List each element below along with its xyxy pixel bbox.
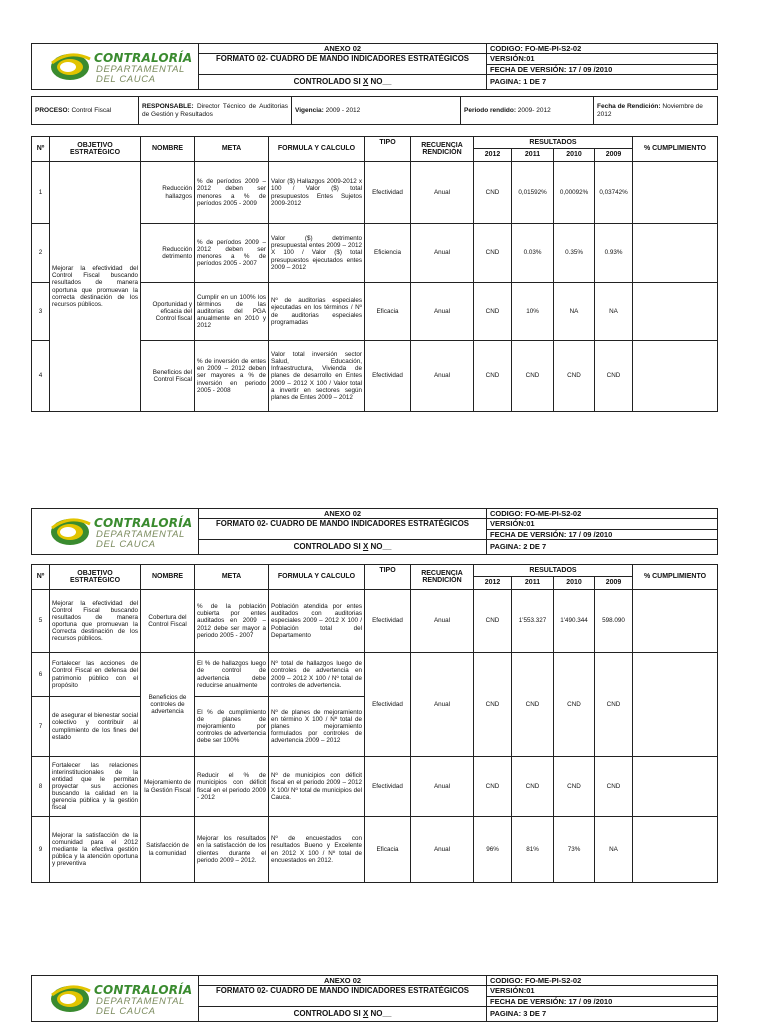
anexo-label: ANEXO 02	[199, 44, 487, 54]
formula-cell: Nº de planes de mejoramiento en término X 100 / Nº total de planes mejoramiento formulados por controles de advertencia 2009 – 2012	[269, 697, 365, 757]
objetivo-cell: Mejorar la efectividad del Control Fiscal buscando resultados de manera oportuna que promuevan la correcta destinación de los recursos públicos.	[50, 162, 141, 412]
result-2011: 0,01592%	[512, 162, 554, 224]
proceso-cell: PROCESO: Control Fiscal	[32, 97, 139, 125]
result-2012: CND	[474, 224, 512, 283]
formato-title: FORMATO 02- CUADRO DE MANDO INDICADORES ESTRATÉGICOS	[199, 986, 487, 1007]
result-2011: 0.03%	[512, 224, 554, 283]
recuencia-cell: Anual	[411, 283, 474, 341]
fecha-version-label: FECHA DE VERSIÓN: 17 / 09 /2010	[487, 996, 718, 1006]
logo-line-2: DEPARTAMENTAL	[96, 64, 185, 75]
tipo-cell: Efectividad	[365, 341, 411, 412]
periodo-cell: Periodo rendido: 2009- 2012	[461, 97, 594, 125]
row-number: 4	[32, 341, 50, 412]
page-header-2	[31, 508, 718, 555]
col-cumplimiento: % CUMPLIMIENTO	[633, 565, 718, 590]
cumplimiento-cell	[633, 590, 718, 653]
anexo-label: ANEXO 02	[199, 509, 487, 519]
recuencia-cell: Anual	[411, 162, 474, 224]
logo-emblem-icon	[48, 981, 92, 1015]
version-label: VERSIÓN:01	[487, 54, 718, 64]
logo-line-1: CONTRALORÍA	[94, 983, 193, 997]
col-formula: FORMULA Y CALCULO	[269, 565, 365, 590]
row-number: 7	[32, 697, 50, 757]
tipo-cell: Efectividad	[365, 653, 411, 757]
controlado-label: CONTROLADO SI X NO__	[199, 75, 487, 90]
proceso-bar	[31, 96, 718, 125]
objetivo-cell: de asegurar el bienestar social colectivo y contribuir al cumplimiento de los fines del estado	[50, 697, 141, 757]
formato-title: FORMATO 02- CUADRO DE MANDO INDICADORES ESTRATÉGICOS	[199, 54, 487, 75]
result-2010: 73%	[554, 817, 595, 883]
cumplimiento-cell	[633, 283, 718, 341]
nombre-cell: Beneficios del Control Fiscal	[141, 341, 195, 412]
col-tipo: TIPO	[365, 137, 411, 162]
nombre-cell: Reducción hallazgos	[141, 162, 195, 224]
version-label: VERSIÓN:01	[487, 519, 718, 529]
formula-cell: Nº de municipios con déficit fiscal en el periodo 2009 – 2012 X 100/ Nº total de municipios del Cauca.	[269, 757, 365, 817]
result-2009: 598.090	[595, 590, 633, 653]
page-header-3	[31, 975, 718, 1022]
cumplimiento-cell	[633, 653, 718, 757]
fecha-version-label: FECHA DE VERSIÓN: 17 / 09 /2010	[487, 529, 718, 539]
result-2011: CND	[512, 757, 554, 817]
table-row	[32, 590, 718, 653]
col-2009: 2009	[595, 577, 633, 590]
logo-line-3: DEL CAUCA	[96, 1006, 156, 1017]
col-meta: META	[195, 565, 269, 590]
anexo-label: ANEXO 02	[199, 976, 487, 986]
col-2012: 2012	[474, 577, 512, 590]
col-meta: META	[195, 137, 269, 162]
codigo-label: CODIGO: FO-ME-PI-S2-02	[487, 44, 718, 54]
row-number: 8	[32, 757, 50, 817]
controlado-label: CONTROLADO SI X NO__	[199, 540, 487, 555]
fecha-rendicion-cell: Fecha de Rendición: Noviembre de 2012	[594, 97, 718, 125]
col-recuencia: RECUENCIA RENDICIÓN	[411, 137, 474, 162]
formula-cell: Valor total inversión sector Salud, Educación, Infraestructura, Vivienda de planes de desarrollo en Entes 2009 – 2012 X 100 / Valor total a invertir en sectores según planes de Entes 2009 – 2012	[269, 341, 365, 412]
result-2012: CND	[474, 757, 512, 817]
formato-title: FORMATO 02- CUADRO DE MANDO INDICADORES ESTRATÉGICOS	[199, 519, 487, 540]
result-2009: 0,03742%	[595, 162, 633, 224]
logo-cell	[32, 44, 199, 90]
recuencia-cell: Anual	[411, 341, 474, 412]
nombre-cell: Mejoramiento de la Gestión Fiscal	[141, 757, 195, 817]
recuencia-cell: Anual	[411, 757, 474, 817]
col-tipo: TIPO	[365, 565, 411, 590]
col-2010: 2010	[554, 577, 595, 590]
pagina-label: PAGINA: 1 DE 7	[487, 75, 718, 90]
result-2010: CND	[554, 341, 595, 412]
tipo-cell: Eficacia	[365, 817, 411, 883]
logo-cell	[32, 976, 199, 1022]
result-2012: 96%	[474, 817, 512, 883]
col-n: Nº	[32, 137, 50, 162]
recuencia-cell: Anual	[411, 590, 474, 653]
codigo-label: CODIGO: FO-ME-PI-S2-02	[487, 976, 718, 986]
col-2012: 2012	[474, 149, 512, 162]
meta-cell: % de inversión de entes en 2009 – 2012 deben ser mayores a % de inversión en periodo 2005 - 2008	[195, 341, 269, 412]
row-number: 9	[32, 817, 50, 883]
tipo-cell: Efectividad	[365, 590, 411, 653]
nombre-cell: Beneficios de controles de advertencia	[141, 653, 195, 757]
result-2011: CND	[512, 653, 554, 757]
version-label: VERSIÓN:01	[487, 986, 718, 996]
result-2011: CND	[512, 341, 554, 412]
tipo-cell: Efectividad	[365, 757, 411, 817]
col-recuencia: RECUENCIA RENDICIÓN	[411, 565, 474, 590]
formula-cell: Nº total de hallazgos luego de controles de advertencia en 2009 – 2012 X 100 / Nº total de controles de advertencia.	[269, 653, 365, 697]
col-objetivo: OBJETIVO ESTRATÉGICO	[50, 565, 141, 590]
result-2010: 0,00092%	[554, 162, 595, 224]
result-2009: 0.93%	[595, 224, 633, 283]
row-number: 3	[32, 283, 50, 341]
logo-emblem-icon	[48, 514, 92, 548]
col-2011: 2011	[512, 577, 554, 590]
vigencia-cell: Vigencia: 2009 - 2012	[292, 97, 461, 125]
nombre-cell: Reducción detrimento	[141, 224, 195, 283]
col-2009: 2009	[595, 149, 633, 162]
pagina-label: PAGINA: 2 DE 7	[487, 540, 718, 555]
recuencia-cell: Anual	[411, 224, 474, 283]
cumplimiento-cell	[633, 757, 718, 817]
recuencia-cell: Anual	[411, 653, 474, 757]
row-number: 6	[32, 653, 50, 697]
logo-emblem-icon	[48, 49, 92, 83]
cumplimiento-cell	[633, 224, 718, 283]
result-2010: 1'490.344	[554, 590, 595, 653]
col-n: Nº	[32, 565, 50, 590]
formula-cell: Valor ($) detrimento presupuestal entes 2009 – 2012 X 100 / Valor ($) total presupuestos ejecutados entes 2009 – 2012	[269, 224, 365, 283]
fecha-version-label: FECHA DE VERSIÓN: 17 / 09 /2010	[487, 64, 718, 74]
col-nombre: NOMBRE	[141, 137, 195, 162]
tipo-cell: Eficacia	[365, 283, 411, 341]
controlado-label: CONTROLADO SI X NO__	[199, 1007, 487, 1022]
nombre-cell: Cobertura del Control Fiscal	[141, 590, 195, 653]
table-row	[32, 817, 718, 883]
result-2011: 1'553.327	[512, 590, 554, 653]
col-objetivo: OBJETIVO ESTRATÉGICO	[50, 137, 141, 162]
logo-cell	[32, 509, 199, 555]
result-2010: CND	[554, 757, 595, 817]
meta-cell: % de períodos 2009 – 2012 deben ser menores a % de períodos 2005 - 2009	[195, 162, 269, 224]
tipo-cell: Eficiencia	[365, 224, 411, 283]
table-row	[32, 653, 718, 697]
row-number: 1	[32, 162, 50, 224]
formula-cell: Población atendida por entes auditados con auditorias especiales 2009 – 2012 X 100 / Población total del Departamento	[269, 590, 365, 653]
result-2009: CND	[595, 653, 633, 757]
col-2011: 2011	[512, 149, 554, 162]
col-cumplimiento: % CUMPLIMIENTO	[633, 137, 718, 162]
result-2009: NA	[595, 283, 633, 341]
result-2009: CND	[595, 757, 633, 817]
cumplimiento-cell	[633, 162, 718, 224]
recuencia-cell: Anual	[411, 817, 474, 883]
meta-cell: Reducir el % de municipios con déficit fiscal en el periodo 2009 - 2012	[195, 757, 269, 817]
result-2009: NA	[595, 817, 633, 883]
result-2010: 0.35%	[554, 224, 595, 283]
logo-line-1: CONTRALORÍA	[94, 516, 193, 530]
logo-line-2: DEPARTAMENTAL	[96, 996, 185, 1007]
objetivo-cell: Fortalecer las relaciones interinstitucionales de la entidad que le permitan proyectar sus acciones buscando la calidad en la gerencia pública y la gestión fiscal	[50, 757, 141, 817]
result-2012: CND	[474, 283, 512, 341]
meta-cell: Cumplir en un 100% los términos de las auditorias del PGA anualmente en 2010 y 2012	[195, 283, 269, 341]
formula-cell: Nº de auditorias especiales ejecutadas en los términos / Nº de auditorias especiales programadas	[269, 283, 365, 341]
result-2012: CND	[474, 162, 512, 224]
objetivo-cell: Mejorar la satisfacción de la comunidad para el 2012 mediante la efectiva gestión pública y la atención oportuna y preventiva	[50, 817, 141, 883]
result-2010: NA	[554, 283, 595, 341]
logo-line-2: DEPARTAMENTAL	[96, 529, 185, 540]
logo-line-1: CONTRALORÍA	[94, 51, 193, 65]
contraloria-logo	[48, 979, 193, 1019]
col-formula: FORMULA Y CALCULO	[269, 137, 365, 162]
logo-line-3: DEL CAUCA	[96, 539, 156, 550]
nombre-cell: Satisfacción de la comunidad	[141, 817, 195, 883]
result-2011: 10%	[512, 283, 554, 341]
codigo-label: CODIGO: FO-ME-PI-S2-02	[487, 509, 718, 519]
result-2011: 81%	[512, 817, 554, 883]
result-2009: CND	[595, 341, 633, 412]
result-2012: CND	[474, 341, 512, 412]
result-2010: CND	[554, 653, 595, 757]
cumplimiento-cell	[633, 341, 718, 412]
nombre-cell: Oportunidad y eficacia del Control fiscal	[141, 283, 195, 341]
contraloria-logo	[48, 512, 193, 552]
responsable-cell: RESPONSABLE: Director Técnico de Auditorias de Gestión y Resultados	[139, 97, 292, 125]
result-2012: CND	[474, 590, 512, 653]
objetivo-cell: Mejorar la efectividad del Control Fiscal buscando resultados de manera oportuna que promuevan la Correcta destinación de los recursos públicos.	[50, 590, 141, 653]
table-row	[32, 757, 718, 817]
table-row	[32, 162, 718, 224]
page-header-1	[31, 43, 718, 90]
col-nombre: NOMBRE	[141, 565, 195, 590]
col-resultados: RESULTADOS	[474, 137, 633, 149]
meta-cell: El % de hallazgos luego de control de advertencia debe reducirse anualmente	[195, 653, 269, 697]
meta-cell: Mejorar los resultados en la satisfacción de los clientes durante el periodo 2009 – 2012.	[195, 817, 269, 883]
row-number: 5	[32, 590, 50, 653]
formula-cell: Nº de encuestados con resultados Bueno y Excelente en 2012 X 100 / Nº total de encuestados en 2012.	[269, 817, 365, 883]
objetivo-cell: Fortalecer las acciones de Control Fiscal en defensa del patrimonio público con el propósito	[50, 653, 141, 697]
meta-cell: % de la población cubierta por entes auditados en 2009 – 2012 debe ser mayor a periodo 2005 - 2007	[195, 590, 269, 653]
logo-line-3: DEL CAUCA	[96, 74, 156, 85]
col-2010: 2010	[554, 149, 595, 162]
col-resultados: RESULTADOS	[474, 565, 633, 577]
meta-cell: % de períodos 2009 – 2012 deben ser menores a % de períodos 2005 - 2007	[195, 224, 269, 283]
indicadores-table-2	[31, 564, 718, 883]
contraloria-logo	[48, 47, 193, 87]
tipo-cell: Efectividad	[365, 162, 411, 224]
formula-cell: Valor ($) Hallazgos 2009-2012 x 100 / Valor ($) total presupuestos Entes Sujetos 2009-2012	[269, 162, 365, 224]
pagina-label: PAGINA: 3 DE 7	[487, 1007, 718, 1022]
row-number: 2	[32, 224, 50, 283]
cumplimiento-cell	[633, 817, 718, 883]
indicadores-table-1	[31, 136, 718, 412]
result-2012: CND	[474, 653, 512, 757]
meta-cell: El % de cumplimiento de planes de mejoramiento por controles de advertencia debe ser 100%	[195, 697, 269, 757]
